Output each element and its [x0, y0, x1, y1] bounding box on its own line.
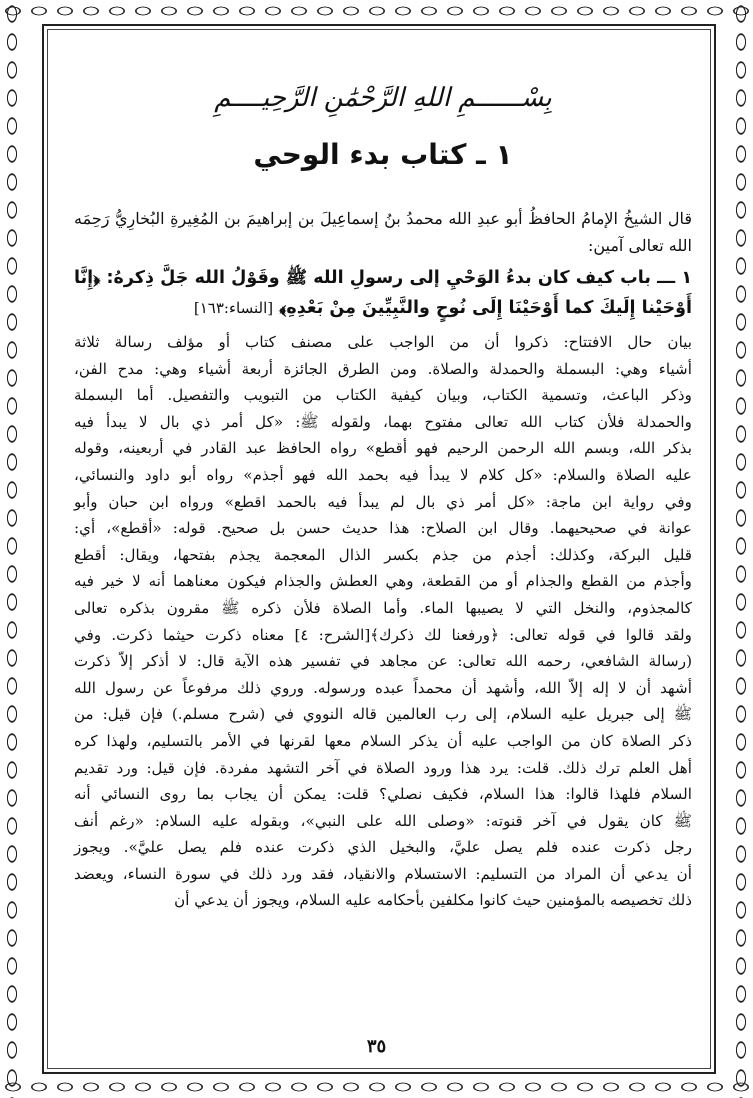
- chapter-heading: [74, 263, 692, 323]
- body-line: وذكر الباعث، وتسمية الكتاب، وبيان كيفية الكتاب من التبويب والتفصيل. أما البسملة: [74, 386, 692, 405]
- ornamental-border-left: [0, 0, 24, 1098]
- body-line: وأجذم من القطع والجذام أو من القطعة، وهي العطش والجذام فيكون معناهما أنه لا خير فيه: [74, 572, 692, 591]
- body-line: أشياء وهي: البسملة والحمدلة والصلاة. ومن الطرق الجائزة أربعة أشياء وهي: مدح الفن،: [74, 359, 692, 378]
- body-line: عليه الصلاة والسلام: «كل كلام لا يبدأ فيه بحمد الله فهو أجذم» رواه أبو داود والنسائي،: [74, 465, 692, 484]
- basmala-calligraphy: بِسْــــــمِ اللهِ الرَّحْمَٰنِ الرَّحِيــــمِ: [214, 83, 552, 113]
- ornamental-border-right: [729, 0, 753, 1098]
- ornamental-border-top: [0, 0, 753, 22]
- body-line: قليل البركة، وكذلك: أجذم من جذم بكسر الذال المعجمة يجذم بفتحها، ويقال: أقطع: [74, 545, 692, 564]
- body-line: بيان حال الافتتاح: ذكروا أن من الواجب على مصنف كتاب أو مؤلف رسالة ثلاثة: [74, 333, 692, 351]
- body-line: السلام فلهذا قالوا: هذا السلام، فكيف نصلي؟ قلت: يمكن أن يجاب بما روى النسائي أنه: [74, 785, 692, 804]
- body-text: [74, 329, 692, 914]
- body-line: رجل ذكرت عنده فلم يصل عليَّ، والبخيل الذي ذكرت عنده فلم يصل عليَّ». ويجوز: [74, 838, 692, 857]
- chapter-heading-text: ١ ـــ باب كيف كان بدءُ الوَحْيِ إلى رسولِ الله ﷺ وقَوْلُ الله جَلَّ ذِكرهُ: ﴿إِنَّا أَوْحَيْنا إِلَيكَ كما أَوْحَيْنَا إِلَى نُوحٍ والنَّبِيِّينَ مِنْ بَعْدِهِ﴾: [74, 268, 692, 318]
- intro-paragraph: قال الشيخُ الإمامُ الحافظُ أبو عبدِ الله محمدُ بنُ إسماعِيلَ بن إبراهيمَ بن المُغِيرةِ البُخارِيُّ رَحِمَه الله تعالى آمين:: [74, 209, 692, 255]
- body-line: ذلك تخصيصه بالمؤمنين حيث كانوا مكلفين بأحكامه عليه السلام، ويجوز أن يدعي أن: [174, 891, 692, 910]
- book-title: ١ ـ كتاب بدء الوحي: [253, 138, 513, 171]
- body-line: كالمجذوم، والنخل التي لا يصيبها الماء. وأما الصلاة فلأن ذكره ﷺ مقرون بذكره تعالى: [74, 598, 692, 617]
- body-line: أشهد أن لا إله إلاّ الله، وأشهد أن محمداً عبده ورسوله. وروي ذلك مرفوعاً عن رسول الله: [74, 678, 692, 697]
- body-line: عوانة في صحيحيهما. وقال ابن الصلاح: هذا حديث حسن بل صحيح. قوله: «أقطع»، أي:: [74, 519, 692, 538]
- quran-reference: [النساء:١٦٣]: [193, 299, 274, 317]
- body-line: وفي رواية ابن ماجة: «كل أمر ذي بال لم يبدأ فيه بالحمد اقطع» ورواه ابن حبان وأبو: [74, 492, 692, 511]
- body-line: ولقد قالوا في قوله تعالى: ﴿ورفعنا لك ذكرك﴾[الشرح: ٤] معناه ذكرت حيثما ذكرت. وفي: [74, 625, 693, 644]
- body-line: أن يدعي أن المراد من التسليم: الاستسلام والانقياد، فقد ورد ذلك في سورة النساء، ويعضد: [74, 864, 692, 883]
- body-line: ﷺ كان يقول في آخر قنوته: «وصلى الله على النبي»، وبقوله عليه السلام: «رغم أنف: [74, 811, 692, 830]
- body-line: بذكر الله، وبسم الله الرحمن الرحيم فهو أقطع» رواه الحافظ عبد القادر في أربعينه، وقوله: [74, 439, 692, 458]
- page-number: ٣٥: [366, 1036, 387, 1057]
- page-content: [74, 78, 692, 914]
- body-line: (رسالة الشافعي، رحمه الله تعالى: عن مجاهد في تفسير هذه الآية قال: لا أذكر إلاّ ذكرت: [74, 652, 692, 671]
- body-line: أهل العلم ترك ذلك. قلت: يرد هذا ورود الصلاة في آخر التشهد مفردة. فإن قيل: ورد تقديم: [74, 758, 692, 777]
- ornamental-border-bottom: [0, 1076, 753, 1098]
- body-line: والحمدلة فلأن كتاب الله تعالى مفتوح بهما، ولقوله ﷺ: «كل أمر ذي بال لا يبدأ فيه: [74, 412, 692, 431]
- body-line: ذكر الصلاة كان من الواجب عليه أن يذكر السلام معها لقرنها في الأمر بالتسليم، ولهذا كره: [74, 731, 692, 750]
- body-line: ﷺ إلى جبريل عليه السلام، إلى رب العالمين قاله النووي في (شرح مسلم.) فإن قيل: من: [74, 705, 692, 724]
